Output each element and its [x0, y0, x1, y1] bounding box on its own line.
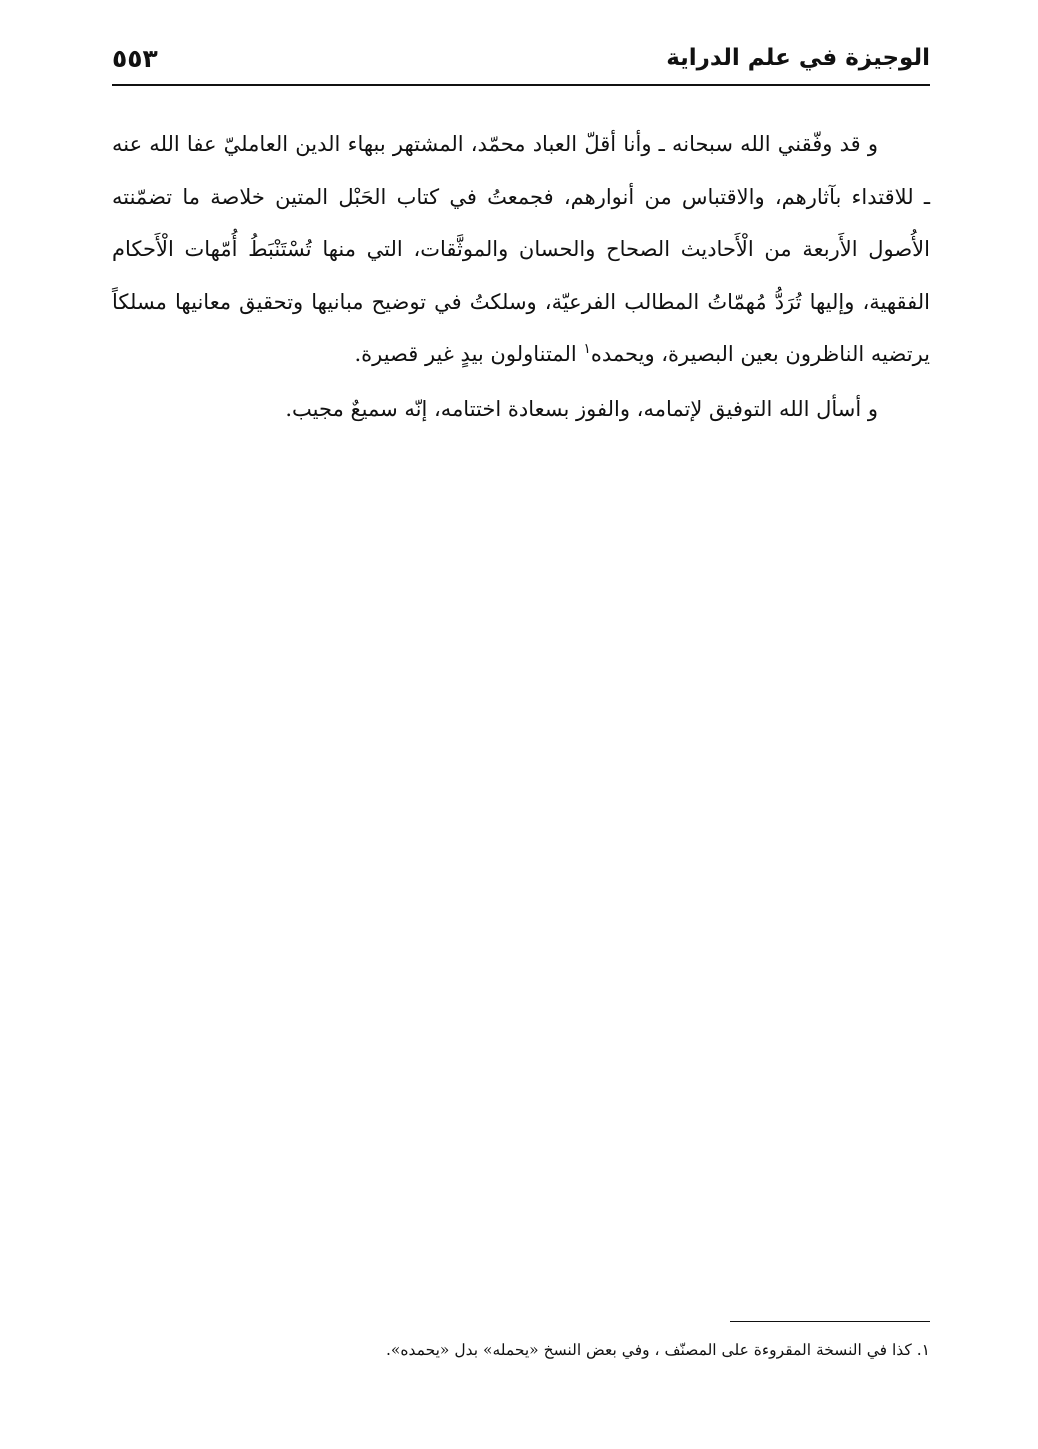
footnote-reference-mark: ١: [583, 341, 591, 357]
paragraph-1: [112, 118, 930, 381]
page-header: [112, 34, 930, 82]
paragraph-1-text: و قد وفّقني الله سبحانه ـ وأنا أقلّ العباد محمّد، المشتهر ببهاء الدين العامليّ عفا الله عنه ـ للاقتداء بآثارهم، والاقتباس من أنوارهم، فجمعتُ في كتاب الحَبْل المتين خلاصة ما تضمّنته الأُصول الأَربعة من الْأَحاديث الصحاح والحسان والموثَّقات، التي منها تُسْتَنْبَطُ أُمّهات الْأَحكام الفقهية، وإليها تُرَدُّ مُهمّاتُ المطالب الفرعيّة، وسلكتُ في توضيح مبانيها وتحقيق معانيها مسلكاً يرتضيه الناظرون بعين البصيرة، ويحمده: [112, 132, 930, 366]
paragraph-2: و أسأل الله التوفيق لإتمامه، والفوز بسعادة اختتامه، إنّه سميعٌ مجيب.: [285, 396, 878, 421]
main-text: [112, 118, 930, 435]
header-divider: [112, 84, 930, 86]
running-title: الوجيزة في علم الدراية: [666, 45, 930, 71]
page-number: ٥٥٣: [112, 43, 158, 73]
footnote-divider: [730, 1321, 930, 1322]
paragraph-1-text-end: المتناولون بيدٍ غير قصيرة.: [354, 342, 584, 366]
footnote-1: ١. كذا في النسخة المقروءة على المصنّف ، وفي بعض النسخ «يحمله» بدل «يحمده».: [385, 1341, 930, 1359]
